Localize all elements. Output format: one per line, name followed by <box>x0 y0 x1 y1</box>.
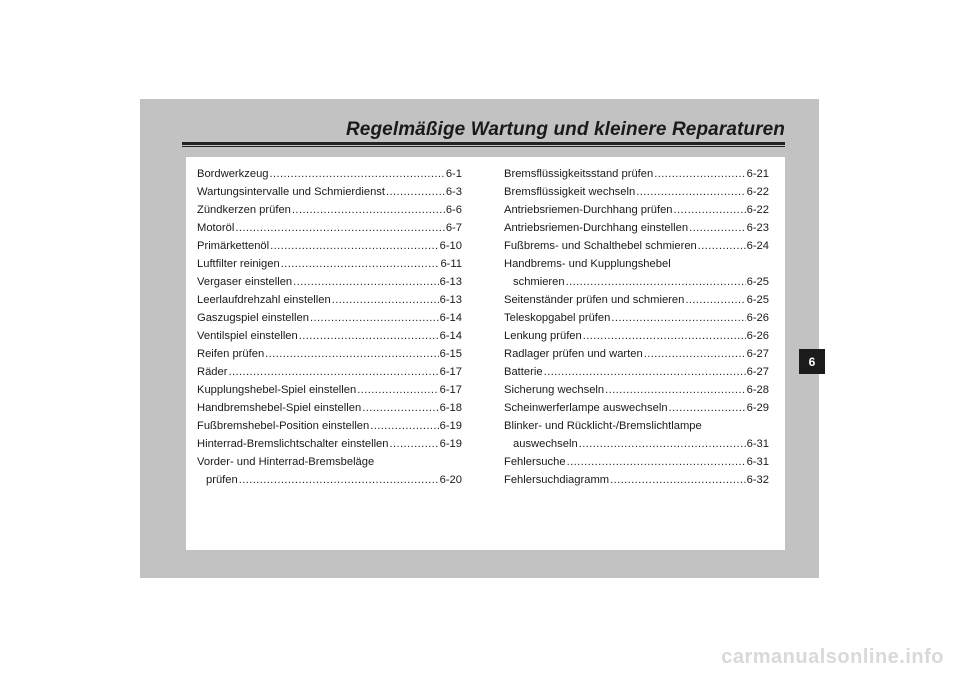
toc-entry[interactable]: Antriebsriemen-Durchhang prüfen ..... 6-22 <box>504 201 769 219</box>
toc-entry[interactable]: Sicherung wechseln ..... 6-28 <box>504 381 769 399</box>
toc-entry[interactable]: Räder ..... 6-17 <box>197 363 462 381</box>
toc-entry[interactable]: Bremsflüssigkeit wechseln ..... 6-22 <box>504 183 769 201</box>
title-underline-thin <box>182 146 785 147</box>
toc-entry[interactable]: Teleskopgabel prüfen ..... 6-26 <box>504 309 769 327</box>
toc-entry[interactable]: Luftfilter reinigen ..... 6-11 <box>197 255 462 273</box>
toc-entry[interactable]: Lenkung prüfen ..... 6-26 <box>504 327 769 345</box>
toc-entry[interactable]: Fehlersuche ..... 6-31 <box>504 453 769 471</box>
toc-entry[interactable]: Fußbrems- und Schalthebel schmieren ..... 6-24 <box>504 237 769 255</box>
title-underline <box>182 142 785 145</box>
toc-left-column <box>197 165 462 489</box>
chapter-tab: 6 <box>799 349 825 374</box>
toc-entry-heading-line: Blinker- und Rücklicht-/Bremslichtlampe <box>504 420 702 432</box>
toc-entry[interactable]: Bordwerkzeug ..... 6-1 <box>197 165 462 183</box>
toc-entry[interactable]: Hinterrad-Bremslichtschalter einstellen ..... 6-19 <box>197 435 462 453</box>
toc-entry[interactable]: prüfen ..... 6-20 <box>197 471 462 489</box>
toc-right-column <box>504 165 769 489</box>
toc-entry[interactable]: Handbremshebel-Spiel einstellen ..... 6-18 <box>197 399 462 417</box>
toc-entry[interactable]: Primärkettenöl ..... 6-10 <box>197 237 462 255</box>
toc-entry-heading-line: Vorder- und Hinterrad-Bremsbeläge <box>197 456 375 468</box>
toc-entry[interactable]: schmieren ..... 6-25 <box>504 273 769 291</box>
section-title: Regelmäßige Wartung und kleinere Reparaturen <box>345 119 785 140</box>
toc-entry[interactable]: Kupplungshebel-Spiel einstellen ..... 6-17 <box>197 381 462 399</box>
toc-entry[interactable]: Radlager prüfen und warten ..... 6-27 <box>504 345 769 363</box>
toc-entry[interactable]: Batterie ..... 6-27 <box>504 363 769 381</box>
toc-entry[interactable]: Zündkerzen prüfen ..... 6-6 <box>197 201 462 219</box>
toc-entry[interactable]: Vergaser einstellen ..... 6-13 <box>197 273 462 291</box>
toc-entry[interactable]: Leerlaufdrehzahl einstellen ..... 6-13 <box>197 291 462 309</box>
toc-entry[interactable]: Bremsflüssigkeitsstand prüfen ..... 6-21 <box>504 165 769 183</box>
toc-entry[interactable]: Scheinwerferlampe auswechseln ..... 6-29 <box>504 399 769 417</box>
toc-entry[interactable]: auswechseln ..... 6-31 <box>504 435 769 453</box>
toc-entry[interactable]: Gaszugspiel einstellen ..... 6-14 <box>197 309 462 327</box>
toc-entry[interactable]: Reifen prüfen ..... 6-15 <box>197 345 462 363</box>
toc-entry[interactable]: Wartungsintervalle und Schmierdienst ..... 6-3 <box>197 183 462 201</box>
toc-entry[interactable]: Seitenständer prüfen und schmieren ..... 6-25 <box>504 291 769 309</box>
toc-entry[interactable]: Fehlersuchdiagramm ..... 6-32 <box>504 471 769 489</box>
toc-entry[interactable]: Antriebsriemen-Durchhang einstellen ..... 6-23 <box>504 219 769 237</box>
watermark-text: carmanualsonline.info <box>721 646 944 668</box>
toc-entry[interactable]: Fußbremshebel-Position einstellen ..... 6-19 <box>197 417 462 435</box>
toc-entry[interactable]: Ventilspiel einstellen ..... 6-14 <box>197 327 462 345</box>
toc-entry-heading-line: Handbrems- und Kupplungshebel <box>504 258 671 270</box>
toc-entry[interactable]: Motoröl ..... 6-7 <box>197 219 462 237</box>
